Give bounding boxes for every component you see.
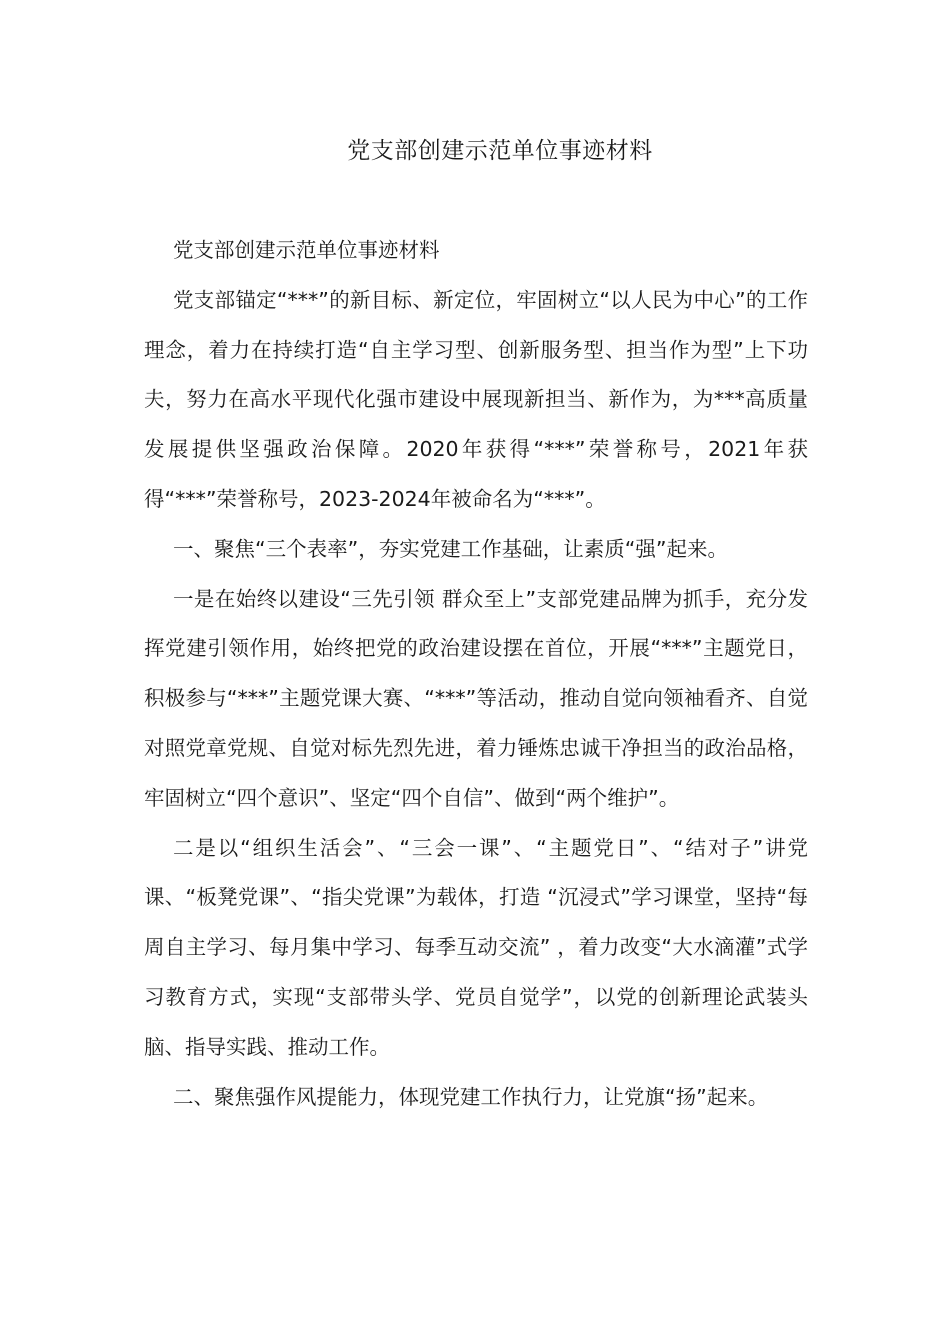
paragraph-point-2: 二是以“组织生活会”、“三会一课”、“主题党日”、“结对子”讲党课、“板凳党课”、“指尖党课”为载体，打造 “沉浸式”学习课堂，坚持“每周自主学习、每月集中学习、每季互动交流” ，着力改变“大水滴灌”式学习教育方式，实现“支部带头学、党员自觉学”，以党的创新理论武装头脑、指导实践、推动工作。 [144,835,808,1059]
section-heading-1: 一、聚焦“三个表率”，夯实党建工作基础，让素质“强”起来。 [173,536,728,561]
paragraph-intro: 党支部锚定“***”的新目标、新定位，牢固树立“以人民为中心”的工作理念，着力在持续打造“自主学习型、创新服务型、担当作为型”上下功夫，努力在高水平现代化强市建设中展现新担当、新作为，为***高质量发展提供坚强政治保障。2020年获得“***”荣誉称号，2021年获得“***”荣誉称号，2023-2024年被命名为“***”。 [144,287,808,511]
document-title: 党支部创建示范单位事迹材料 [347,138,653,164]
paragraph-point-1: 一是在始终以建设“三先引领 群众至上”支部党建品牌为抓手，充分发挥党建引领作用，始终把党的政治建设摆在首位，开展“***”主题党日，积极参与“***”主题党课大赛、“***”等活动，推动自觉向领袖看齐、自觉对照党章党规、自觉对标先烈先进，着力锤炼忠诚干净担当的政治品格，牢固树立“四个意识”、坚定“四个自信”、做到“两个维护”。 [144,586,808,810]
section-heading-2: 二、聚焦强作风提能力，体现党建工作执行力，让党旗“扬”起来。 [173,1084,769,1109]
paragraph-subtitle: 党支部创建示范单位事迹材料 [173,238,440,262]
document-body [144,226,808,1122]
